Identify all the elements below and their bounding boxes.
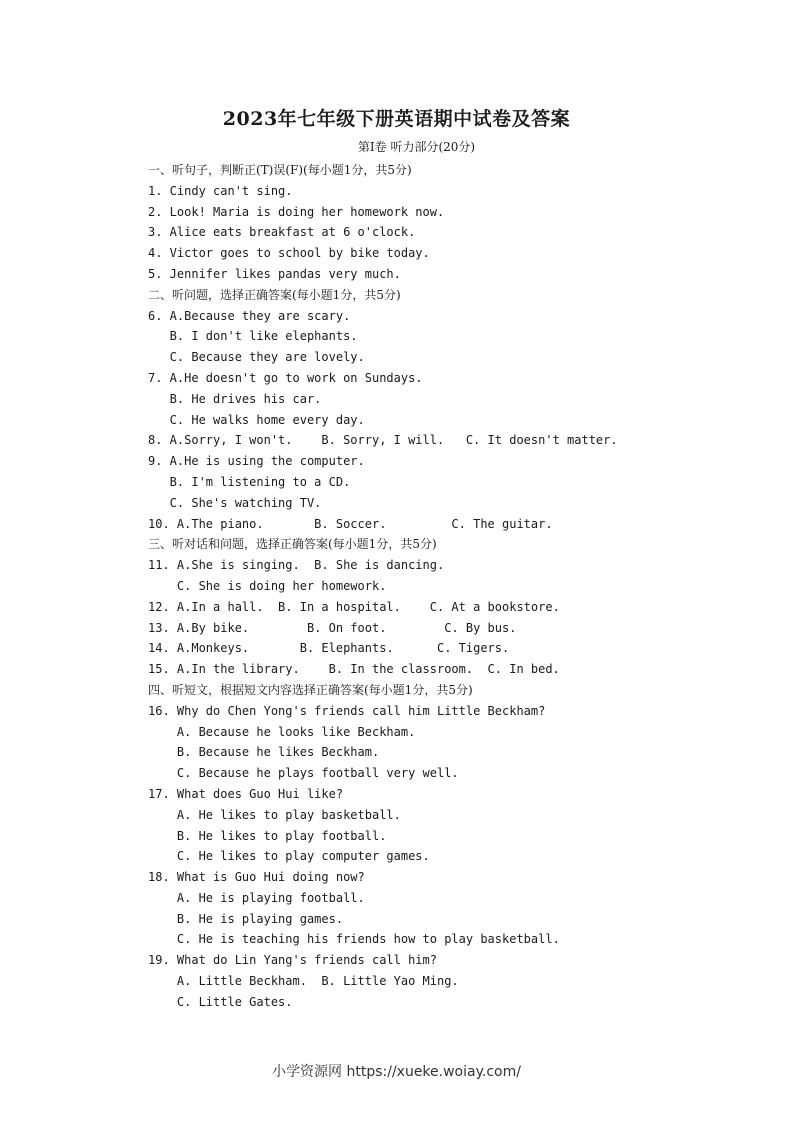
question-line: C. He walks home every day. [148,412,365,427]
question-line: 6. A.Because they are scary. [148,308,351,323]
question-line: C. He is teaching his friends how to play basketball. [148,932,560,947]
question-line: A. Because he looks like Beckham. [148,724,416,739]
document-title: 2023年七年级下册英语期中试卷及答案 [222,108,571,130]
question-line: 14. A.Monkeys. B. Elephants. C. Tigers. [148,641,510,656]
question-line: C. Because they are lovely. [148,350,365,365]
question-line: 7. A.He doesn't go to work on Sundays. [148,370,423,385]
question-line: 2. Look! Maria is doing her homework now. [148,204,445,219]
question-line: 3. Alice eats breakfast at 6 o'clock. [148,225,416,240]
question-list [148,160,748,1013]
question-line: 19. What do Lin Yang's friends call him? [148,953,437,968]
section-subtitle: 第Ⅰ卷 听力部分(20分) [357,140,476,154]
question-line: 10. A.The piano. B. Soccer. C. The guitar. [148,516,553,531]
question-line: C. She's watching TV. [148,495,322,510]
question-line: A. Little Beckham. B. Little Yao Ming. [148,974,459,989]
question-line: 5. Jennifer likes pandas very much. [148,266,401,281]
question-line: 17. What does Guo Hui like? [148,786,344,801]
question-line: 8. A.Sorry, I won't. B. Sorry, I will. C. It doesn't matter. [148,433,618,448]
question-line: A. He likes to play basketball. [148,807,401,822]
footer-watermark: 小学资源网 https://xueke.woiay.com/ [272,1064,521,1080]
section-heading: 一、听句子，判断正(T)误(F)(每小题1分，共5分) [148,163,412,177]
question-line: B. He is playing games. [148,911,344,926]
section-heading: 二、听问题，选择正确答案(每小题1分，共5分) [148,287,401,302]
question-line: B. He drives his car. [148,391,322,406]
question-line: 9. A.He is using the computer. [148,454,365,469]
question-line: C. He likes to play computer games. [148,849,430,864]
question-line: C. Little Gates. [148,994,293,1009]
question-line: 18. What is Guo Hui doing now? [148,870,365,885]
question-line: 4. Victor goes to school by bike today. [148,246,430,261]
question-line: 1. Cindy can't sing. [148,183,293,198]
question-line: 13. A.By bike. B. On foot. C. By bus. [148,620,517,635]
question-line: 15. A.In the library. B. In the classroom. C. In bed. [148,662,560,677]
question-line: A. He is playing football. [148,890,365,905]
question-line: C. Because he plays football very well. [148,766,459,781]
question-line: B. Because he likes Beckham. [148,745,380,760]
section-heading: 三、听对话和问题，选择正确答案(每小题1分，共5分) [148,537,437,552]
question-line: B. He likes to play football. [148,828,387,843]
question-line: 11. A.She is singing. B. She is dancing. [148,558,445,573]
question-line: 12. A.In a hall. B. In a hospital. C. At a bookstore. [148,599,560,614]
question-line: C. She is doing her homework. [148,578,387,593]
question-line: 16. Why do Chen Yong's friends call him Little Beckham? [148,703,546,718]
question-line: B. I'm listening to a CD. [148,474,351,489]
section-heading: 四、听短文，根据短文内容选择正确答案(每小题1分，共5分) [148,682,473,697]
question-line: B. I don't like elephants. [148,329,358,344]
